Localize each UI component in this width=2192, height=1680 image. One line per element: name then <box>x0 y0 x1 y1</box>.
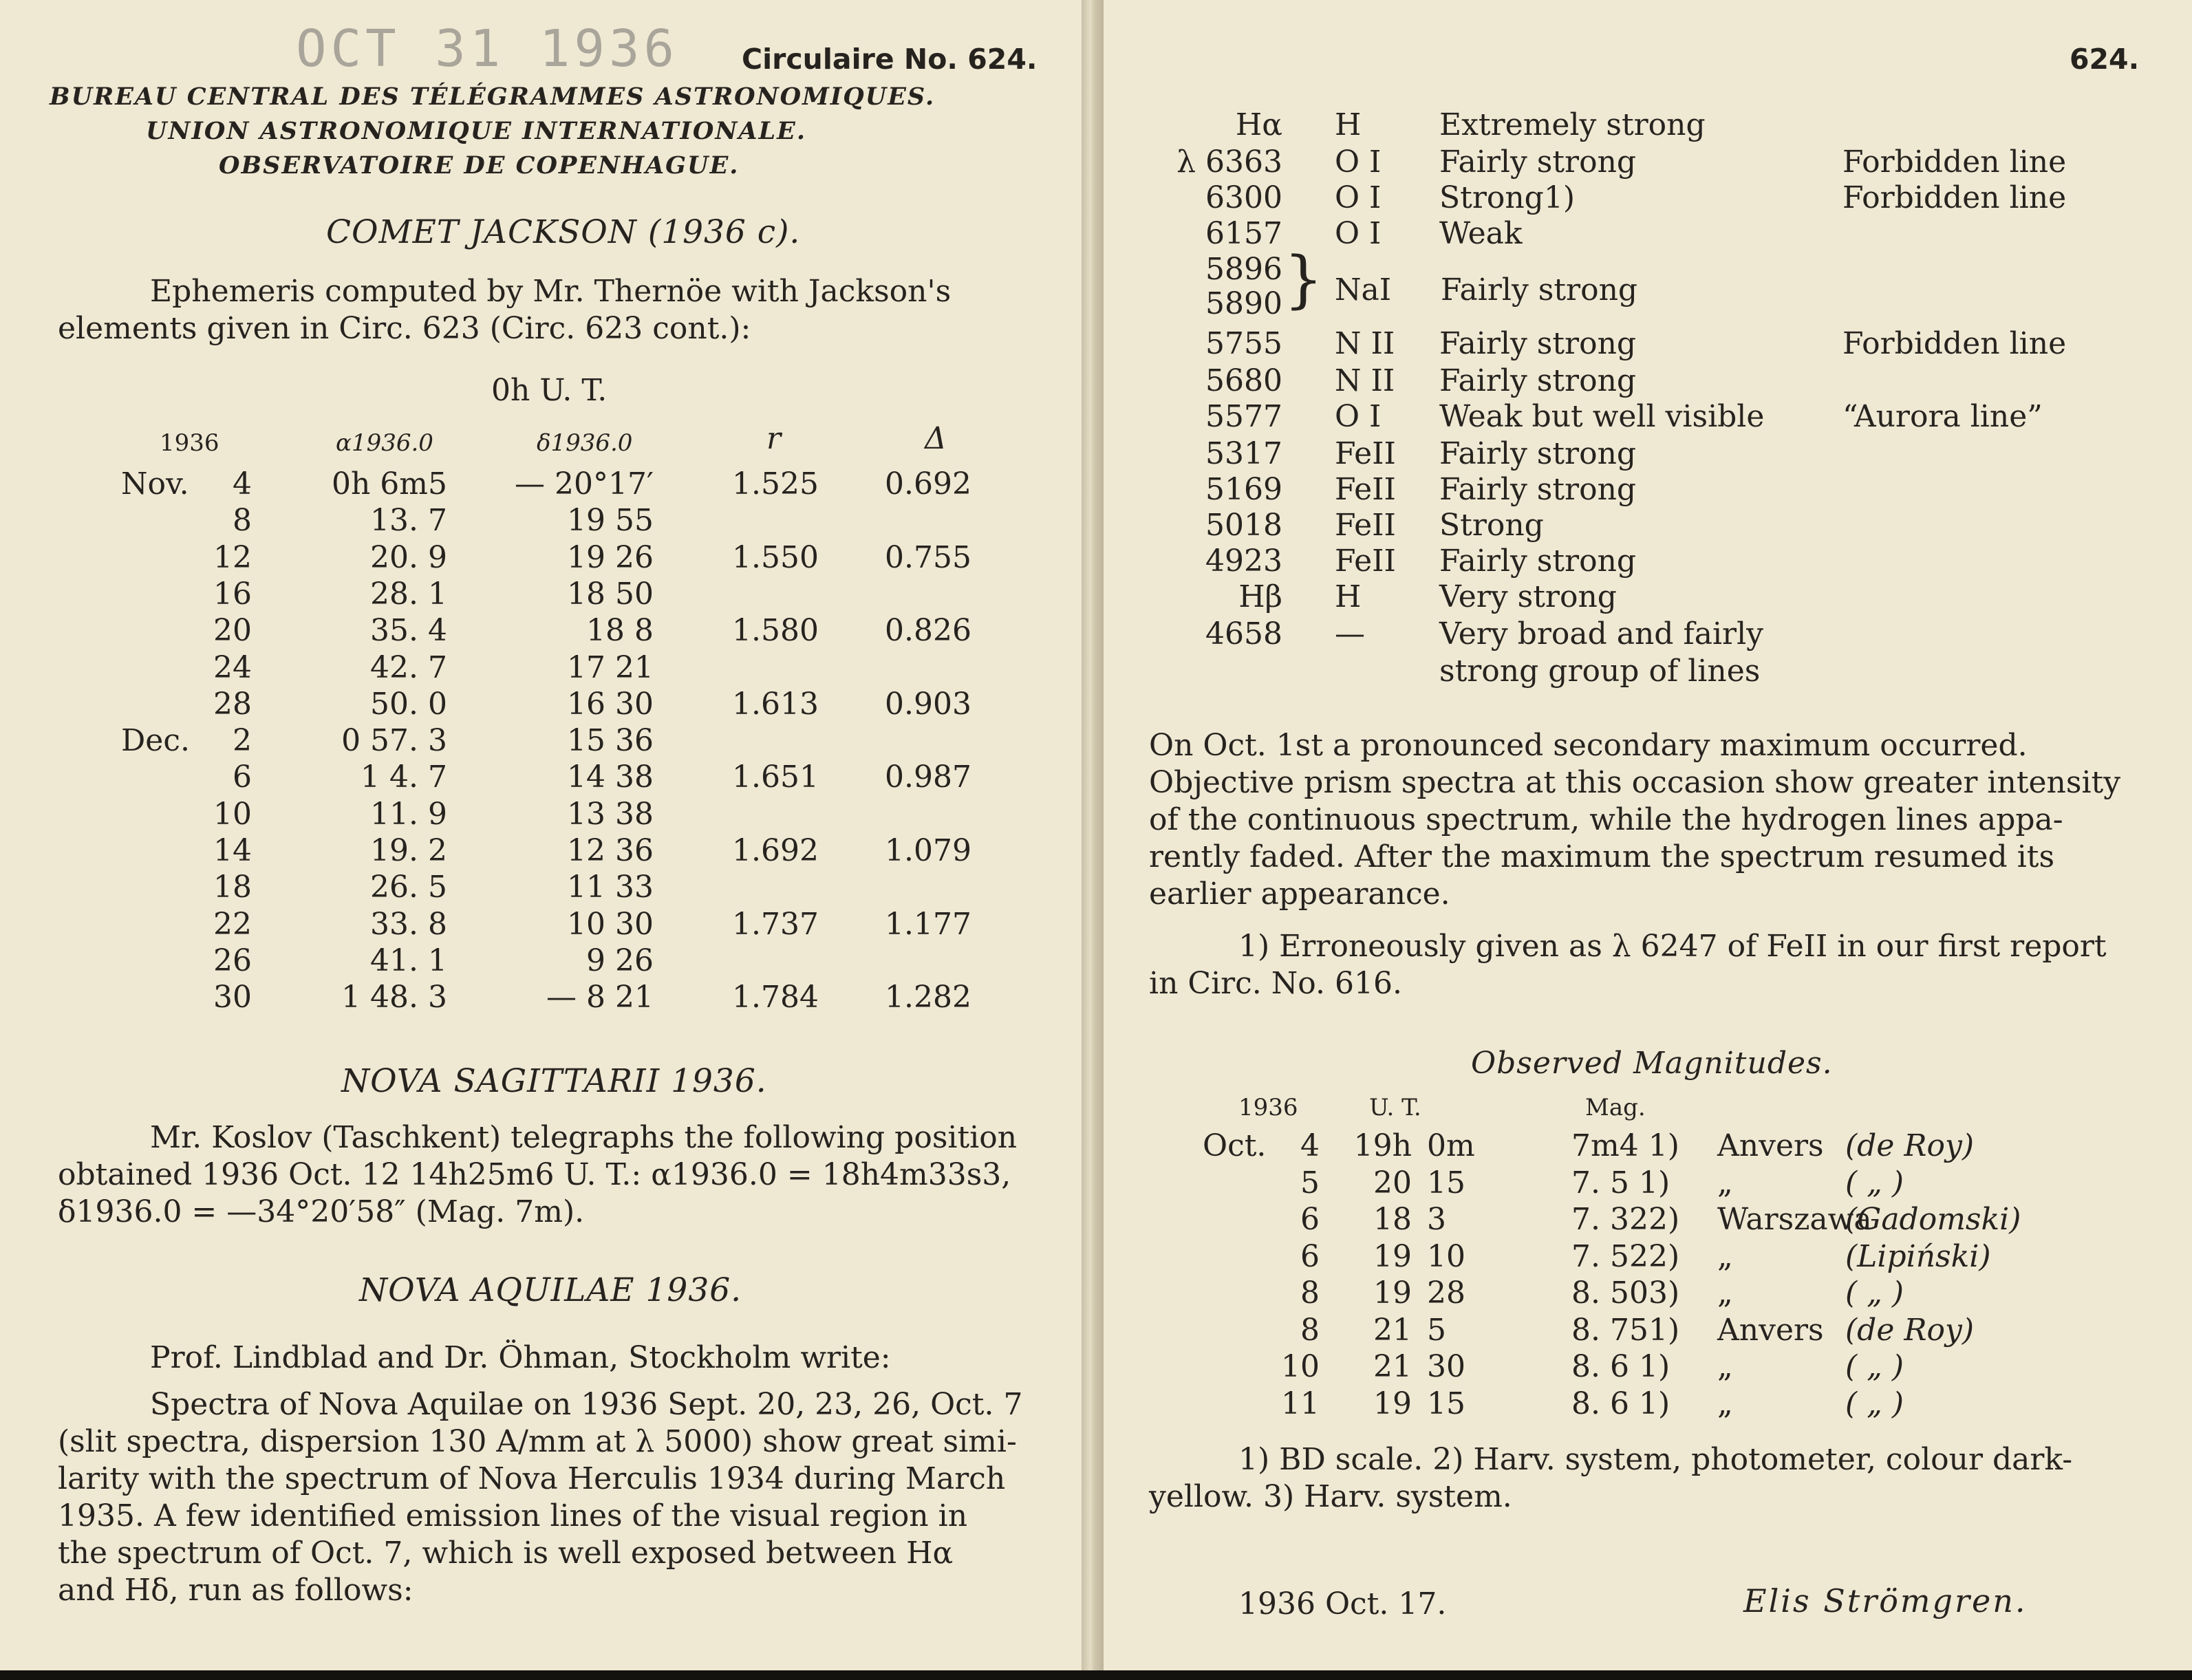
mag-hour: 19h <box>1353 1128 1412 1163</box>
mag-day: 6 <box>1300 1202 1320 1237</box>
mag-observer: ( „ ) <box>1845 1165 1904 1200</box>
mag-hour: 19 <box>1373 1275 1412 1311</box>
line-ion: FeII <box>1335 543 1396 579</box>
eph-alpha: 19. 2 <box>370 833 447 868</box>
eph-r: 1.737 <box>732 906 819 942</box>
eph-r: 1.784 <box>732 980 819 1015</box>
line-ion: FeII <box>1335 436 1396 471</box>
eph-day: 22 <box>213 906 252 942</box>
para1-line5: earlier appearance. <box>1149 876 1450 912</box>
right-page <box>1104 0 2192 1670</box>
para1-line1: On Oct. 1st a pronounced secondary maximum occurred. <box>1149 728 2028 763</box>
line-description: Weak <box>1439 216 1523 251</box>
mag-station: „ <box>1717 1238 1733 1274</box>
mag-value: 7m4 1) <box>1571 1128 1679 1163</box>
header-line-3: OBSERVATOIRE DE COPENHAGUE. <box>219 151 740 180</box>
nova-aql-line5: 1935. A few identified emission lines of the visual region in <box>58 1498 968 1533</box>
eph-alpha: 0 57. 3 <box>341 723 447 759</box>
eph-delta: 15 36 <box>567 723 654 759</box>
eph-delta: — 20°17′ <box>515 466 654 502</box>
mag-col-year: 1936 <box>1238 1094 1298 1121</box>
para1-line3: of the continuous spectrum, while the hydrogen lines appa- <box>1149 802 2063 837</box>
mag-day: 4 <box>1300 1128 1320 1163</box>
line-wavelength: 6157 <box>1205 216 1282 251</box>
nova-aql-line4: larity with the spectrum of Nova Herculis 1934 during March <box>58 1461 1006 1496</box>
line-wavelength: 5317 <box>1205 436 1282 471</box>
line-description: Extremely strong <box>1439 107 1706 142</box>
line-ion: O I <box>1335 180 1382 215</box>
mag-hour: 21 <box>1373 1312 1412 1348</box>
eph-month: Nov. <box>121 466 189 502</box>
mag-observer: (Gadomski) <box>1845 1202 2021 1237</box>
eph-delta: 12 36 <box>567 833 654 868</box>
mag-month: Oct. <box>1203 1128 1267 1163</box>
line-wavelength: 5577 <box>1205 399 1282 434</box>
mag-hour: 19 <box>1373 1386 1412 1421</box>
para1-line2: Objective prism spectra at this occasion show greater intensity <box>1149 765 2121 800</box>
eph-day: 14 <box>213 833 252 868</box>
na-brace: } <box>1284 244 1324 316</box>
eph-month: Dec. <box>121 723 190 759</box>
mag-minute: 15 <box>1427 1386 1465 1421</box>
line-ion: N II <box>1335 326 1395 361</box>
mag-value: 7. 5 1) <box>1571 1165 1670 1200</box>
line-note: “Aurora line” <box>1842 399 2043 434</box>
eph-alpha: 0h 6m5 <box>331 466 447 502</box>
eph-Delta: 1.282 <box>885 980 971 1015</box>
eph-delta: 14 38 <box>567 760 654 795</box>
eph-day: 28 <box>213 686 252 722</box>
mag-value: 8. 751) <box>1571 1312 1680 1348</box>
line-description: strong group of lines <box>1439 654 1761 689</box>
eph-day: 12 <box>213 539 252 575</box>
comet-title: COMET JACKSON (1936 c). <box>326 213 801 251</box>
eph-day: 18 <box>213 870 252 905</box>
line-wavelength: 5896 <box>1205 252 1282 287</box>
mag-minute: 10 <box>1427 1238 1465 1274</box>
eph-delta: 17 21 <box>567 649 654 685</box>
eph-r: 1.550 <box>732 539 819 575</box>
eph-day: 6 <box>233 760 252 795</box>
left-page <box>0 0 1082 1670</box>
mag-minute: 5 <box>1427 1312 1446 1348</box>
mag-footnote-line2: yellow. 3) Harv. system. <box>1149 1479 1512 1514</box>
scan-edge <box>0 1670 2192 1680</box>
line-wavelength: 5890 <box>1205 286 1282 321</box>
line-ion: N II <box>1335 363 1395 398</box>
eph-day: 10 <box>213 796 252 832</box>
footnote1-line1: 1) Erroneously given as λ 6247 of FeII in our first report <box>1238 929 2107 964</box>
mag-observer: ( „ ) <box>1845 1349 1904 1384</box>
line-wavelength: λ 6363 <box>1176 144 1282 180</box>
eph-day: 16 <box>213 576 252 612</box>
eph-alpha: 26. 5 <box>370 870 447 905</box>
eph-delta: 16 30 <box>567 686 654 722</box>
line-wavelength: 6300 <box>1205 180 1282 215</box>
mag-station: Warszawa <box>1717 1202 1872 1237</box>
nova-aql-line2: Spectra of Nova Aquilae on 1936 Sept. 20, 23, 26, Oct. 7 <box>150 1387 1023 1422</box>
line-description: Fairly strong <box>1439 436 1637 471</box>
mag-col-mag: Mag. <box>1585 1094 1646 1121</box>
line-description: Fairly strong <box>1439 326 1637 361</box>
nova-sag-title: NOVA SAGITTARII 1936. <box>341 1062 767 1100</box>
line-description: Fairly strong <box>1439 543 1637 579</box>
col-Delta: Δ <box>925 421 947 456</box>
nova-aql-line3: (slit spectra, dispersion 130 A/mm at λ 5000) show great simi- <box>58 1424 1017 1459</box>
line-description: Fairly strong <box>1439 363 1637 398</box>
page-number: 624. <box>2070 43 2140 76</box>
book-spine <box>1082 0 1104 1670</box>
col-delta: δ1936.0 <box>537 429 633 457</box>
line-ion: — <box>1335 616 1365 651</box>
nova-aql-line6: the spectrum of Oct. 7, which is well exposed between Hα <box>58 1536 954 1571</box>
mag-observer: ( „ ) <box>1845 1275 1904 1311</box>
mag-hour: 20 <box>1373 1165 1412 1200</box>
eph-alpha: 11. 9 <box>370 796 447 832</box>
mag-value: 8. 503) <box>1571 1275 1680 1311</box>
line-wavelength: 4658 <box>1205 616 1282 651</box>
mag-day: 8 <box>1300 1275 1320 1311</box>
eph-alpha: 28. 1 <box>370 576 447 612</box>
line-description: Strong1) <box>1439 180 1576 215</box>
magnitudes-title: Observed Magnitudes. <box>1471 1046 1833 1081</box>
col-r: r <box>766 421 782 456</box>
eph-alpha: 1 48. 3 <box>341 980 447 1015</box>
nova-sag-line1: Mr. Koslov (Taschkent) telegraphs the following position <box>150 1120 1018 1155</box>
header-line-2: UNION ASTRONOMIQUE INTERNATIONALE. <box>146 117 807 145</box>
mag-footnote-line1: 1) BD scale. 2) Harv. system, photometer, colour dark- <box>1238 1442 2073 1477</box>
mag-observer: (de Roy) <box>1845 1128 1974 1163</box>
received-stamp: OCT 31 1936 <box>296 19 679 78</box>
nova-aql-line7: and Hδ, run as follows: <box>58 1573 413 1608</box>
line-note: Forbidden line <box>1842 180 2067 215</box>
eph-r: 1.580 <box>732 613 819 649</box>
eph-delta: 9 26 <box>586 943 654 978</box>
eph-day: 4 <box>233 466 252 502</box>
eph-r: 1.651 <box>732 760 819 795</box>
para1-line4: rently faded. After the maximum the spectrum resumed its <box>1149 839 2055 874</box>
line-wavelength: 5755 <box>1205 326 1282 361</box>
mag-observer: ( „ ) <box>1845 1386 1904 1421</box>
na-desc: Fairly strong <box>1441 272 1638 308</box>
nova-sag-line2: obtained 1936 Oct. 12 14h25m6 U. T.: α1936.0 = 18h4m33s3, <box>58 1157 1011 1192</box>
line-ion: H <box>1335 579 1362 614</box>
eph-day: 20 <box>213 613 252 649</box>
line-description: Very strong <box>1439 579 1617 614</box>
header-line-1: BUREAU CENTRAL DES TÉLÉGRAMMES ASTRONOMIQUES. <box>50 83 936 111</box>
eph-delta: 19 26 <box>567 539 654 575</box>
line-wavelength: 5169 <box>1205 472 1282 507</box>
comet-intro-line2: elements given in Circ. 623 (Circ. 623 cont.): <box>58 311 751 346</box>
eph-alpha: 42. 7 <box>370 649 447 685</box>
line-ion: O I <box>1335 216 1382 251</box>
mag-hour: 18 <box>1373 1202 1412 1237</box>
eph-delta: 13 38 <box>567 796 654 832</box>
eph-Delta: 1.079 <box>885 833 971 868</box>
line-wavelength: 5680 <box>1205 363 1282 398</box>
eph-delta: 18 50 <box>567 576 654 612</box>
line-ion: O I <box>1335 144 1382 180</box>
comet-intro-line1: Ephemeris computed by Mr. Thernöe with Jackson's <box>150 274 952 309</box>
line-ion: FeII <box>1335 472 1396 507</box>
eph-r: 1.692 <box>732 833 819 868</box>
eph-delta: 11 33 <box>567 870 654 905</box>
eph-Delta: 0.755 <box>885 539 971 575</box>
mag-observer: (Lipiński) <box>1845 1238 1991 1274</box>
mag-station: „ <box>1717 1275 1733 1311</box>
mag-value: 7. 322) <box>1571 1202 1680 1237</box>
mag-day: 10 <box>1281 1349 1320 1384</box>
eph-day: 2 <box>233 723 252 759</box>
line-wavelength: Hβ <box>1238 579 1282 614</box>
line-description: Fairly strong <box>1439 144 1637 180</box>
eph-Delta: 0.826 <box>885 613 971 649</box>
ut-heading: 0h U. T. <box>491 373 608 408</box>
mag-minute: 30 <box>1427 1349 1465 1384</box>
col-alpha: α1936.0 <box>336 429 433 457</box>
mag-value: 8. 6 1) <box>1571 1386 1670 1421</box>
eph-alpha: 13. 7 <box>370 503 447 539</box>
mag-hour: 21 <box>1373 1349 1412 1384</box>
eph-alpha: 33. 8 <box>370 906 447 942</box>
line-wavelength: Hα <box>1235 107 1282 142</box>
line-wavelength: 5018 <box>1205 508 1282 543</box>
mag-station: Anvers <box>1717 1312 1824 1348</box>
mag-minute: 15 <box>1427 1165 1465 1200</box>
eph-day: 24 <box>213 649 252 685</box>
nova-sag-line3: δ1936.0 = —34°20′58″ (Mag. 7m). <box>58 1194 585 1229</box>
line-note: Forbidden line <box>1842 144 2067 180</box>
line-note: Forbidden line <box>1842 326 2067 361</box>
eph-Delta: 0.692 <box>885 466 971 502</box>
eph-alpha: 41. 1 <box>370 943 447 978</box>
line-ion: FeII <box>1335 508 1396 543</box>
line-ion: O I <box>1335 399 1382 434</box>
eph-alpha: 35. 4 <box>370 613 447 649</box>
eph-Delta: 1.177 <box>885 906 971 942</box>
mag-day: 5 <box>1300 1165 1320 1200</box>
mag-hour: 19 <box>1373 1238 1412 1274</box>
nova-aql-title: NOVA AQUILAE 1936. <box>359 1271 742 1309</box>
eph-r: 1.525 <box>732 466 819 502</box>
mag-day: 8 <box>1300 1312 1320 1348</box>
mag-minute: 3 <box>1427 1202 1446 1237</box>
line-ion: H <box>1335 107 1362 142</box>
eph-Delta: 0.903 <box>885 686 971 722</box>
eph-day: 30 <box>213 980 252 1015</box>
footnote1-line2: in Circ. No. 616. <box>1149 966 1402 1001</box>
eph-alpha: 20. 9 <box>370 539 447 575</box>
eph-alpha: 50. 0 <box>370 686 447 722</box>
mag-value: 7. 522) <box>1571 1238 1680 1274</box>
mag-minute: 0m <box>1427 1128 1475 1163</box>
col-year: 1936 <box>160 429 219 457</box>
mag-value: 8. 6 1) <box>1571 1349 1670 1384</box>
nova-aql-line1: Prof. Lindblad and Dr. Öhman, Stockholm write: <box>150 1340 891 1375</box>
na-ion: NaI <box>1335 272 1392 308</box>
mag-observer: (de Roy) <box>1845 1312 1974 1348</box>
line-description: Weak but well visible <box>1439 399 1765 434</box>
eph-delta: 10 30 <box>567 906 654 942</box>
eph-delta: — 8 21 <box>546 980 654 1015</box>
eph-Delta: 0.987 <box>885 760 971 795</box>
line-description: Very broad and fairly <box>1439 616 1764 651</box>
eph-delta: 18 8 <box>586 613 654 649</box>
mag-day: 11 <box>1281 1386 1320 1421</box>
mag-station: „ <box>1717 1349 1733 1384</box>
line-description: Fairly strong <box>1439 472 1637 507</box>
mag-col-ut: U. T. <box>1369 1094 1421 1121</box>
eph-day: 26 <box>213 943 252 978</box>
mag-station: „ <box>1717 1165 1733 1200</box>
eph-r: 1.613 <box>732 686 819 722</box>
line-description: Strong <box>1439 508 1544 543</box>
signature: Elis Strömgren. <box>1743 1582 2028 1619</box>
mag-minute: 28 <box>1427 1275 1465 1311</box>
circular-number: Circulaire No. 624. <box>742 43 1038 76</box>
mag-station: „ <box>1717 1386 1733 1421</box>
eph-day: 8 <box>233 503 252 539</box>
mag-day: 6 <box>1300 1238 1320 1274</box>
eph-delta: 19 55 <box>567 503 654 539</box>
eph-alpha: 1 4. 7 <box>361 760 447 795</box>
report-date: 1936 Oct. 17. <box>1238 1586 1447 1622</box>
line-wavelength: 4923 <box>1205 543 1282 579</box>
mag-station: Anvers <box>1717 1128 1824 1163</box>
